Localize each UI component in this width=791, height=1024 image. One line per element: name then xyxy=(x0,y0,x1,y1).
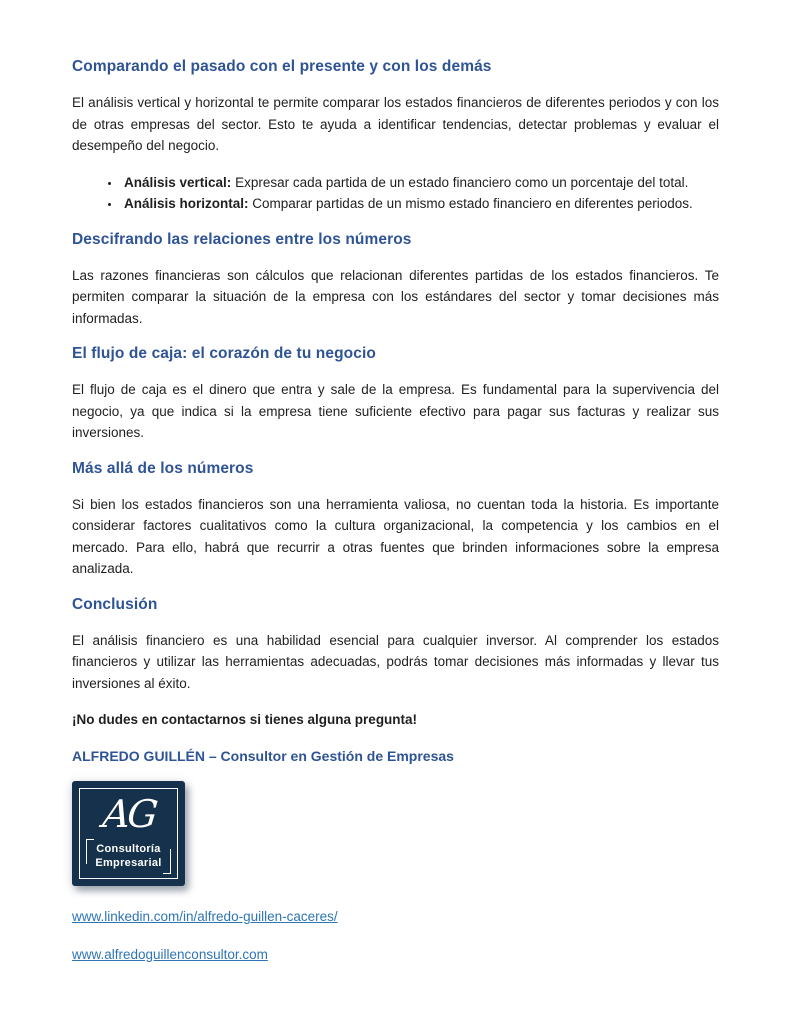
bullet-term: Análisis horizontal: xyxy=(124,196,249,211)
list-item-analisis-horizontal xyxy=(121,193,719,215)
bullet-description: Expresar cada partida de un estado financiero como un porcentaje del total. xyxy=(235,174,689,190)
bullet-description: Comparar partidas de un mismo estado financiero en diferentes periodos. xyxy=(252,196,693,211)
paragraph-flujo-de-caja: El flujo de caja es el dinero que entra y sale de la empresa. Es fundamental para la supervivencia del negocio, ya que indica si la empresa tiene suficiente efectivo para pagar sus facturas y realizar sus inversiones. xyxy=(72,382,719,440)
logo-subtitle xyxy=(86,839,170,874)
paragraph-conclusion: El análisis financiero es una habilidad esencial para cualquier inversor. Al comprender los estados financieros y utilizar las herramientas adecuadas, podrás tomar decisiones más informadas y llevar tus inversiones al éxito. xyxy=(72,632,719,691)
heading-descifrando-relaciones: Descifrando las relaciones entre los números xyxy=(72,230,412,248)
logo-subtitle-line1: Consultoría xyxy=(96,843,161,855)
consultor-website-link[interactable]: www.alfredoguillenconsultor.com xyxy=(72,946,268,962)
heading-conclusion: Conclusión xyxy=(72,595,158,613)
list-item-analisis-vertical xyxy=(121,172,719,194)
paragraph-factores-cualitativos: Si bien los estados financieros son una herramienta valiosa, no cuentan toda la historia. Es importante considerar factores cualitativos como la cultura organizacional, la competencia y los cambios en el mercado. Para ello, habrá que recurrir a otras fuentes que brinden informaciones sobre la empresa analizada. xyxy=(72,496,719,576)
author-signature: ALFREDO GUILLÉN – Consultor en Gestión de Empresas xyxy=(72,747,454,764)
linkedin-link-row xyxy=(72,906,719,928)
logo-subtitle-line2: Empresarial xyxy=(95,857,162,869)
paragraph-analisis-vertical-horizontal: El análisis vertical y horizontal te permite comparar los estados financieros de diferentes periodos y con los de otras empresas del sector. Esto te ayuda a identificar tendencias, detectar problemas y evaluar el desempeño del negocio. xyxy=(72,95,719,153)
contact-prompt: ¡No dudes en contactarnos si tienes alguna pregunta! xyxy=(72,712,418,727)
heading-comparando-pasado: Comparando el pasado con el presente y con los demás xyxy=(72,58,492,75)
heading-flujo-de-caja: El flujo de caja: el corazón de tu negocio xyxy=(72,345,376,362)
paragraph-razones-financieras: Las razones financieras son cálculos que relacionan diferentes partidas de los estados financieros. Te permiten comparar la situación de la empresa con los estándares del sector y tomar decisiones más informadas. xyxy=(72,267,719,326)
heading-mas-alla-numeros: Más allá de los números xyxy=(72,459,254,477)
ag-consultoria-logo xyxy=(72,781,185,886)
bullet-term: Análisis vertical: xyxy=(124,174,232,190)
logo-initials-monogram: AG xyxy=(100,792,157,836)
analysis-bullet-list xyxy=(72,172,719,215)
linkedin-profile-link[interactable]: www.linkedin.com/in/alfredo-guillen-caceres/ xyxy=(72,909,338,924)
website-link-row xyxy=(72,944,719,966)
